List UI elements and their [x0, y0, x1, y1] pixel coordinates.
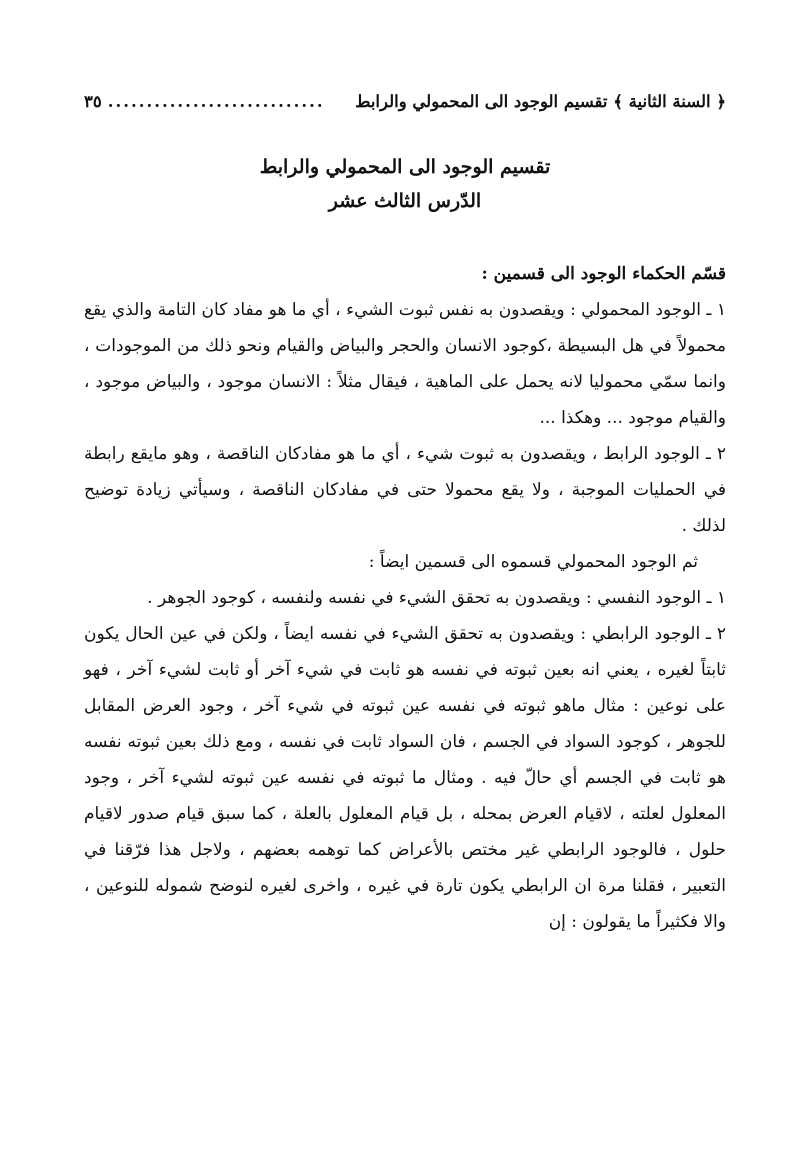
- chapter-titles: [84, 150, 726, 218]
- paragraph-copulative-existence: ٢ ـ الوجود الرابط ، ويقصدون به ثبوت شيء ، أي ما هو مفادكان الناقصة ، وهو مايقع رابطة في الحمليات الموجبة ، ولا يقع محمولا حتى في مفادكان الناقصة ، وسيأتي زيادة توضيح لذلك .: [84, 444, 726, 536]
- body-text: [84, 256, 726, 940]
- book-page: [84, 88, 726, 940]
- paragraph-subdivision-intro: ثم الوجود المحمولي قسموه الى قسمين ايضاً :: [368, 552, 698, 572]
- paragraph-predicative-existence: ١ ـ الوجود المحمولي : ويقصدون به نفس ثبوت الشيء ، أي ما هو مفاد كان التامة والذي يقع محمولاً في هل البسيطة ،كوجود الانسان والحجر والبياض والقيام ونحو ذلك من الموجودات ، وانما سمّي محموليا لانه يحمل على الماهية ، فيقال مثلاً : الانسان موجود ، والبياض موجود ، والقيام موجود ... وهكذا ...: [84, 300, 726, 428]
- dot-leader: ............................: [107, 92, 325, 111]
- paragraph-self-existence: ١ ـ الوجود النفسي : ويقصدون به تحقق الشيء في نفسه ولنفسه ، كوجود الجوهر .: [147, 588, 726, 608]
- chapter-title: تقسيم الوجود الى المحمولي والرابط: [259, 156, 551, 178]
- page-number: ٣٥: [84, 92, 102, 111]
- paragraph-relational-existence: ٢ ـ الوجود الرابطي : ويقصدون به تحقق الشيء في نفسه ايضاً ، ولكن في عين الحال يكون ثابتاً لغيره ، يعني انه بعين ثبوته في نفسه هو ثابت في شيء آخر أو ثابت لشيء آخر ، فهو على نوعين : مثال ماهو ثبوته في نفسه عين ثبوته في شيء آخر ، وجود العرض المقابل للجوهر ، كوجود السواد في الجسم ، فان السواد ثابت في نفسه ، ومع ذلك بعين ثبوته نفسه هو ثابت في الجسم أي حالّ فيه . ومثال ما ثبوته في نفسه عين ثبوته لشيء آخر ، وجود المعلول لعلته ، لاقيام العرض بمحله ، بل قيام المعلول بالعلة ، كما سبق قيام صدور لاقيام حلول ، فالوجود الرابطي غير مختص بالأعراض كما توهمه بعضهم ، ولاجل هذا فرّقنا في التعبير ، فقلنا مرة ان الرابطي يكون تارة في غيره ، واخرى لغيره لنوضح شموله للنوعين ، والا فكثيراً ما يقولون : إن: [84, 624, 726, 932]
- section-heading: قسّم الحكماء الوجود الى قسمين :: [481, 264, 726, 284]
- running-header: [84, 88, 726, 122]
- running-header-title: ﴿ السنة الثانية ﴾ تقسيم الوجود الى المحمولي والرابط: [355, 92, 726, 111]
- lesson-title: الدّرس الثالث عشر: [328, 190, 482, 212]
